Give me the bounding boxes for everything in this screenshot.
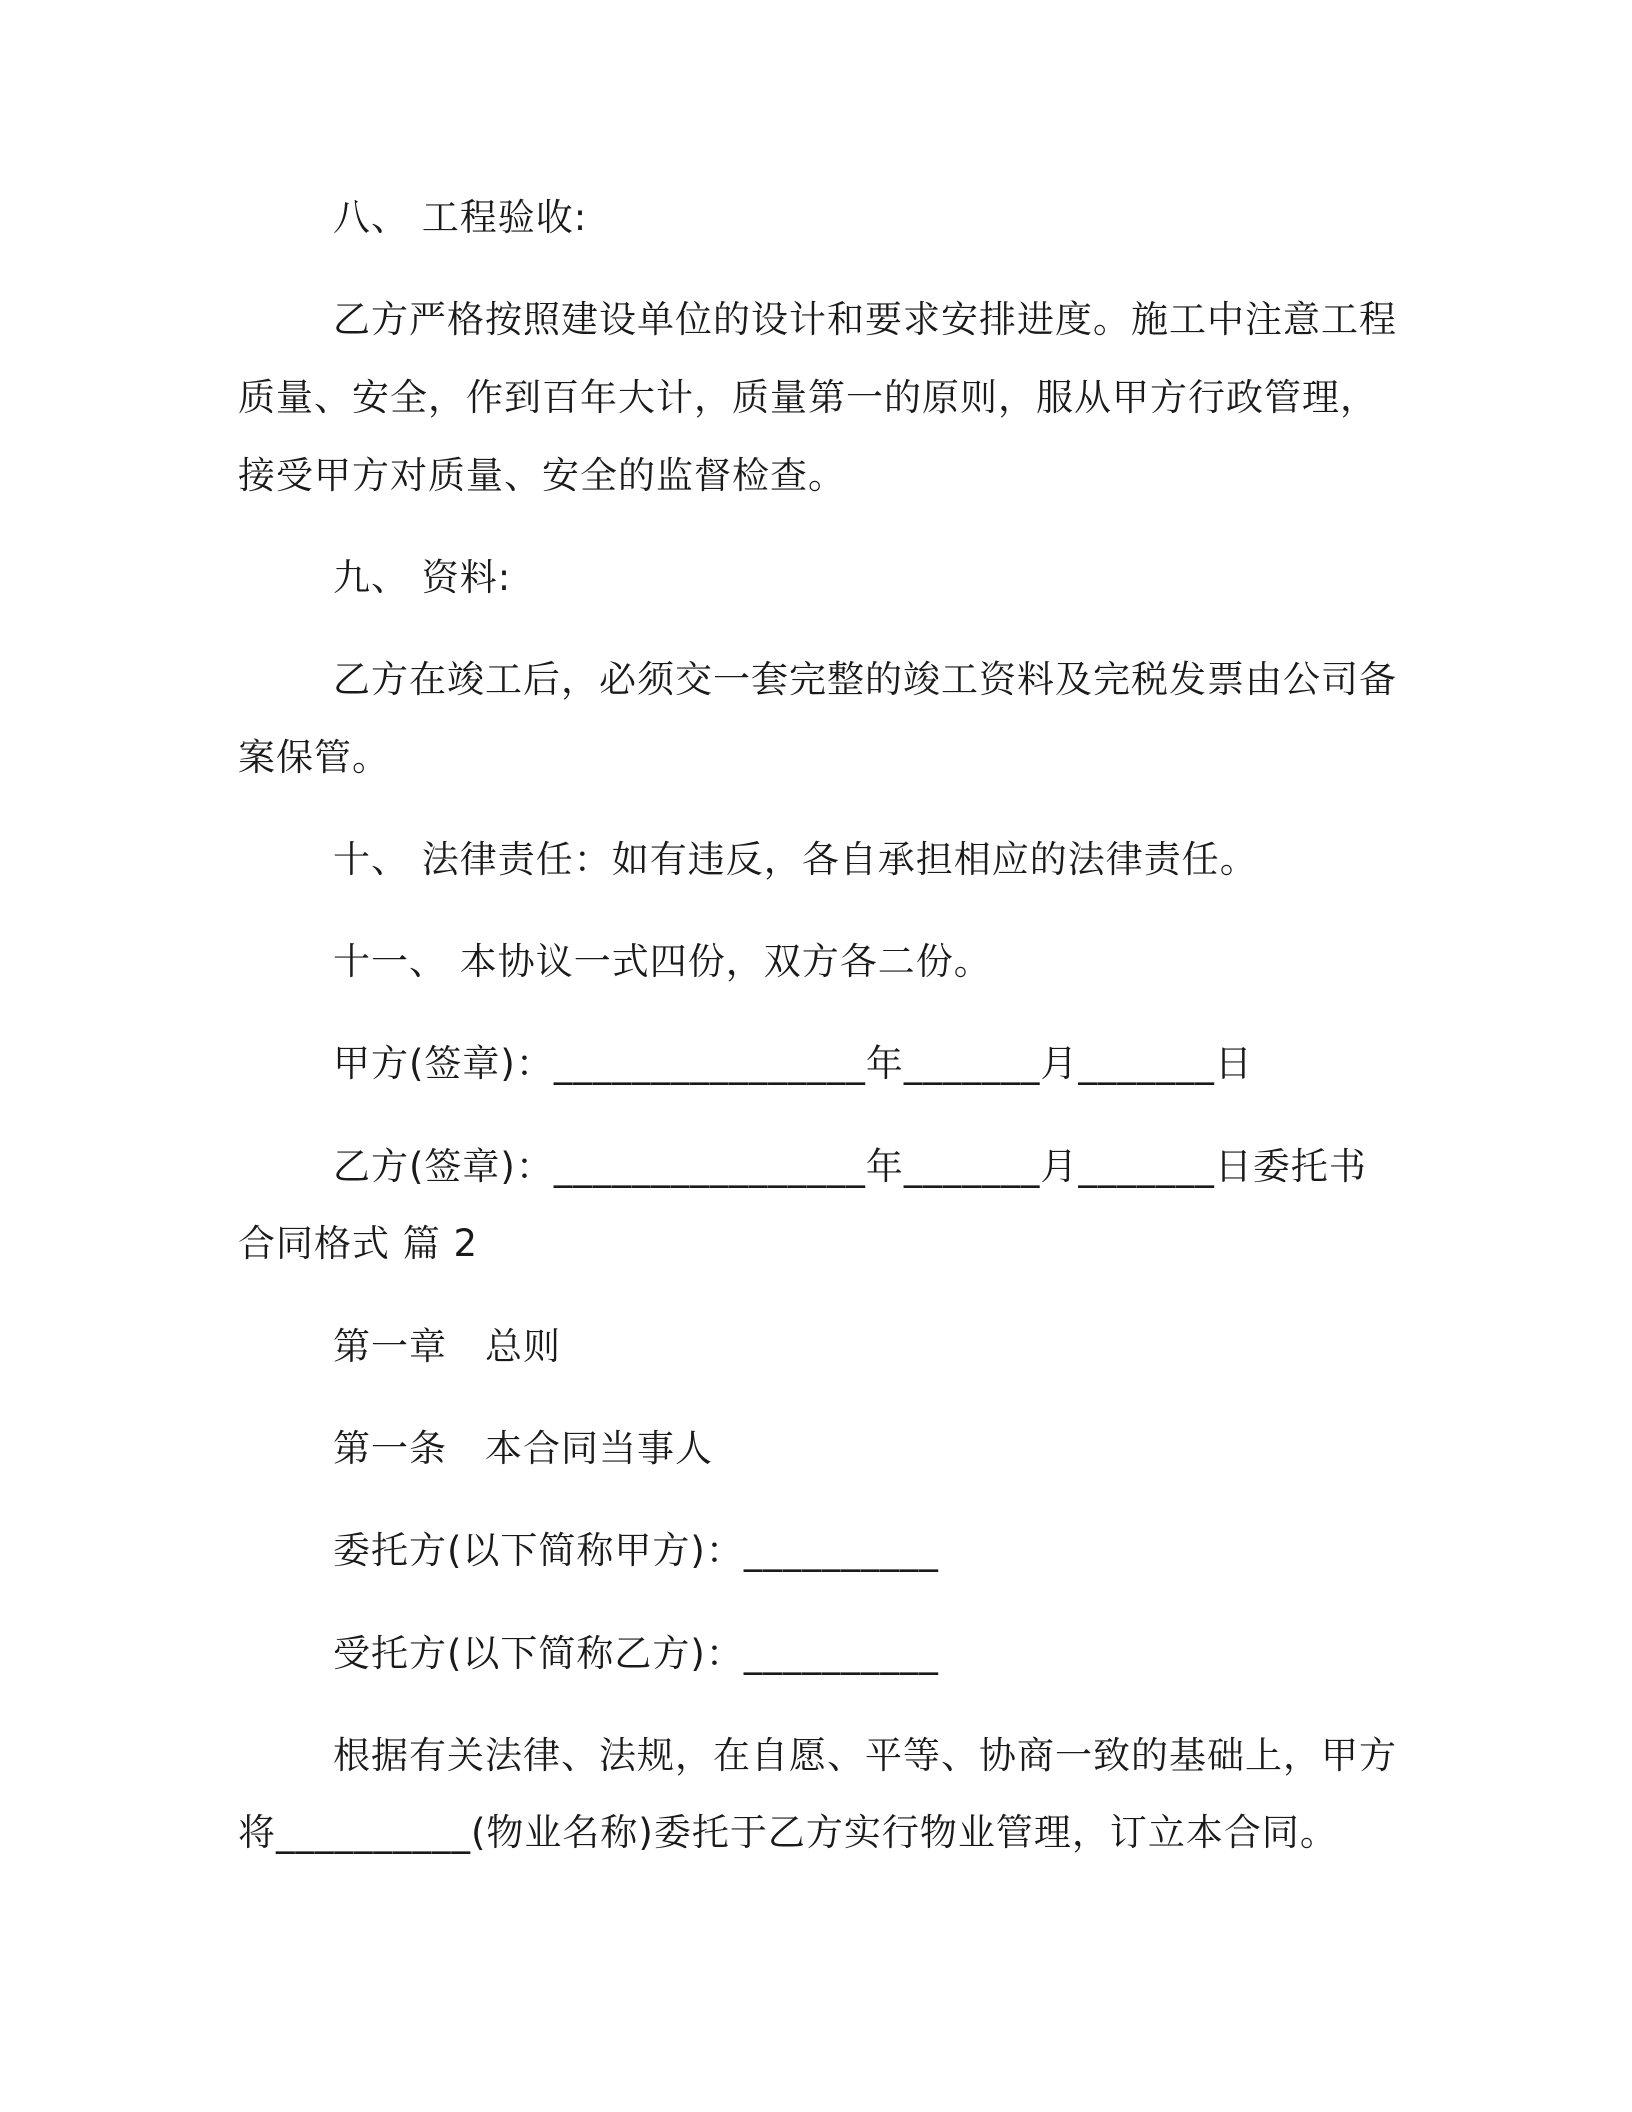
party-b-signature-line: 乙方(签章)：________________年_______月_______日委托书 — [333, 1145, 1367, 1188]
party-a-signature-line: 甲方(签章)：________________年_______月_______日 — [333, 1042, 1253, 1085]
chapter-1-heading: 第一章 总则 — [333, 1325, 561, 1368]
article-1-heading: 第一条 本合同当事人 — [333, 1427, 713, 1470]
section-8-heading: 八、 工程验收: — [333, 196, 588, 239]
section-8-body-line-3: 接受甲方对质量、安全的监督检查。 — [238, 454, 846, 497]
section-9-body-line-2: 案保管。 — [238, 736, 390, 779]
section-11: 十一、 本协议一式四份，双方各二份。 — [333, 940, 992, 983]
section-10: 十、 法律责任：如有违反，各自承担相应的法律责任。 — [333, 838, 1258, 881]
section-9-body-line-1: 乙方在竣工后，必须交一套完整的竣工资料及完税发票由公司备 — [333, 658, 1397, 701]
principal-party-line: 委托方(以下简称甲方)：__________ — [333, 1529, 939, 1572]
section-9-heading: 九、 资料: — [333, 556, 512, 599]
basis-paragraph-line-1: 根据有关法律、法规，在自愿、平等、协商一致的基础上，甲方 — [333, 1734, 1397, 1777]
agent-party-line: 受托方(以下简称乙方)：__________ — [333, 1632, 939, 1675]
contract-format-title: 合同格式 篇 2 — [238, 1222, 479, 1265]
basis-paragraph-line-2: 将__________(物业名称)委托于乙方实行物业管理，订立本合同。 — [238, 1811, 1338, 1854]
section-8-body-line-2: 质量、安全，作到百年大计，质量第一的原则，服从甲方行政管理， — [238, 376, 1378, 419]
section-8-body-line-1: 乙方严格按照建设单位的设计和要求安排进度。施工中注意工程 — [333, 298, 1397, 341]
